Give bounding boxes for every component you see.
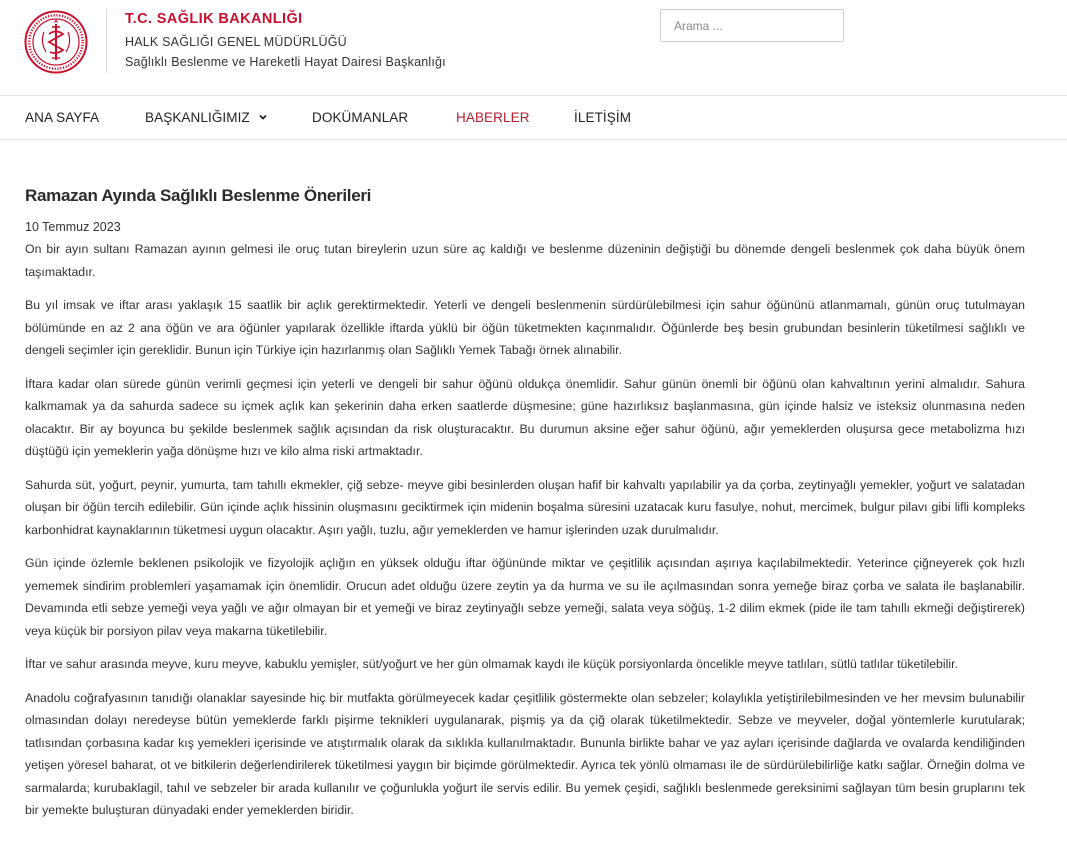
search-input[interactable] <box>660 9 844 42</box>
nav-item-label: ANA SAYFA <box>25 110 100 125</box>
nav-item-label: DOKÜMANLAR <box>312 110 409 125</box>
ministry-title[interactable]: T.C. SAĞLIK BAKANLIĞI <box>125 11 303 27</box>
article-date: 10 Temmuz 2023 <box>25 220 121 234</box>
article-paragraph: İftar ve sahur arasında meyve, kuru meyve, kabuklu yemişler, süt/yoğurt ve her gün olmamak kaydı ile küçük porsiyonlarda öncelikle meyve tatlıları, sütlü tatlılar tüketilebilir. <box>25 657 958 671</box>
department-name: Sağlıklı Beslenme ve Hareketli Hayat Dairesi Başkanlığı <box>125 55 446 69</box>
article-paragraph: On bir ayın sultanı Ramazan ayının gelmesi ile oruç tutan bireylerin uzun süre aç kaldığı ve beslenme düzeninin değiştiği bu dönemde dengeli beslenmek çok daha büyük önem taşımaktadır. <box>25 242 1025 279</box>
nav-item-about[interactable] <box>145 110 268 125</box>
article-paragraph: Bu yıl imsak ve iftar arası yaklaşık 15 saatlik bir açlık gerektirmektedir. Yeterli ve dengeli beslenmenin sürdürülebilmesi için sahur öğününü atlanmamalı, günün oruç tutulmayan bölümünde en az 2 ana öğün ve ara öğünler yapılarak özellikle iftarda yüklü bir öğün tüketmekten kaçınmalıdır. Öğünlerde beş besin grubundan besinlerin tüketilmesi sağlıklı ve dengeli seçimler için gereklidir. Bunun için Türkiye için hazırlanmış olan Sağlıklı Yemek Tabağı örnek alınabilir. <box>25 298 1025 357</box>
nav-item-contact[interactable] <box>574 110 631 125</box>
site-header <box>0 0 1067 96</box>
nav-item-news[interactable] <box>456 110 530 125</box>
nav-item-home[interactable] <box>25 110 99 125</box>
article-paragraph: Anadolu coğrafyasının tanıdığı olanaklar sayesinde hiç bir mutfakta görülmeyecek kadar çeşitlilik göstermekte olan sebzeler; kolaylıkla yetiştirilebilmesinden ve her mevsim bulunabilir olmasından dolayı neredeyse bütün yemeklerde farklı pişirme teknikleri uygulanarak, pişmiş ya da çiğ olarak tüketilmektedir. Sebze ve meyveler, doğal yöntemlerle kurutularak; tatlısından çorbasına kadar kış yemekleri içerisinde ve atıştırmalık olarak da sıklıkla kullanılmaktadır. Bununla birlikte bahar ve yaz ayları içerisinde dağlarda ve ovalarda kendiliğinden yetişen yöresel baharat, ot ve bitkilerin değerlendirilerek tüketilmesi yaygın bir biçimde görülmektedir. Ayrıca tek yönlü olmaması ile de sürdürülebilirliğe katkı sağlar. Örneğin dolma ve sarmalarda; kurubaklagil, tahıl ve sebzeler bir arada kullanılır ve çoğunlukla yoğurt ile servis edilir. Bu yemek çeşidi, sağlıklı beslenmede gereksinimi sağlayan tüm besin gruplarını tek bir yemekte buluşturan dünyadaki ender yemeklerden biridir. <box>25 690 1025 817</box>
nav-item-label: BAŞKANLIĞIMIZ <box>145 110 250 125</box>
article-paragraph: Gün içinde özlemle beklenen psikolojik ve fizyolojik açlığın en yüksek olduğu iftar öğününde miktar ve çeşitlilik açısından aşırıya kaçılabilmektedir. Yeterince çiğneyerek çok hızlı yememek sindirim problemleri yaşamamak için önemlidir. Orucun adet olduğu üzere zeytin ya da hurma ve su ile açılmasından sonra yemeğe biraz çorba ve salata ile başlanabilir. Devamında etli sebze yemeği veya yağlı ve ağır olmayan bir et yemeği ve biraz zeytinyağlı sebze yemeği, salata veya söğüş, 1-2 dilim ekmek (pide ile tam tahıllı ekmeği değiştirerek) veya küçük bir porsiyon pilav veya makarna tüketilebilir. <box>25 556 1025 638</box>
article-paragraph: İftara kadar olan sürede günün verimli geçmesi için yeterli ve dengeli bir sahur öğünü oldukça önemlidir. Sahur günün önemli bir öğünü olan kahvaltının yerini almalıdır. Sahura kalkmamak ya da sahurda sadece su içmek açlık kan şekerinin daha erken saatlerde düşmesine; güne hazırlıksız başlanmasına, gün içinde halsiz ve isteksiz olunmasına neden olacaktır. Bir ay boyunca bu şekilde beslenmek sağlık açısından da risk oluşturacaktır. Bu durumun aksine eğer sahur öğünü, ağır yemeklerden oluşursa gece metabolizma hızı düştüğü için yemeklerin yağa dönüşme hızı ve kilo alma riski artmaktadır. <box>25 376 1025 458</box>
chevron-down-icon <box>258 110 268 120</box>
nav-item-label: İLETİŞİM <box>574 110 632 125</box>
ministry-of-health-seal-icon[interactable] <box>24 10 88 74</box>
article-title: Ramazan Ayında Sağlıklı Beslenme Önerileri <box>25 186 372 205</box>
header-divider <box>106 9 107 73</box>
article-paragraph: Sahurda süt, yoğurt, peynir, yumurta, tam tahıllı ekmekler, çiğ sebze- meyve gibi besinlerden oluşan hafif bir kahvaltı yapılabilir ya da çorba, zeytinyağlı yemekler, yoğurt ve salatadan oluşan bir öğün tercih edilebilir. Gün içinde açlık hissinin oluşmasını geciktirmek için midenin boşalma süresini uzatacak kuru fasulye, nohut, mercimek, bulgur pilavı gibi lifli kompleks karbonhidrat kaynaklarının tüketmesi uygun olacaktır. Aşırı yağlı, tuzlu, ağır yemeklerden ve hamur işlerinden uzak durulmalıdır. <box>25 477 1025 537</box>
main-navigation <box>0 96 1067 140</box>
nav-item-documents[interactable] <box>312 110 408 125</box>
article <box>25 186 1025 833</box>
directorate-name: HALK SAĞLIĞI GENEL MÜDÜRLÜĞÜ <box>125 35 347 49</box>
nav-item-label: HABERLER <box>456 110 530 125</box>
